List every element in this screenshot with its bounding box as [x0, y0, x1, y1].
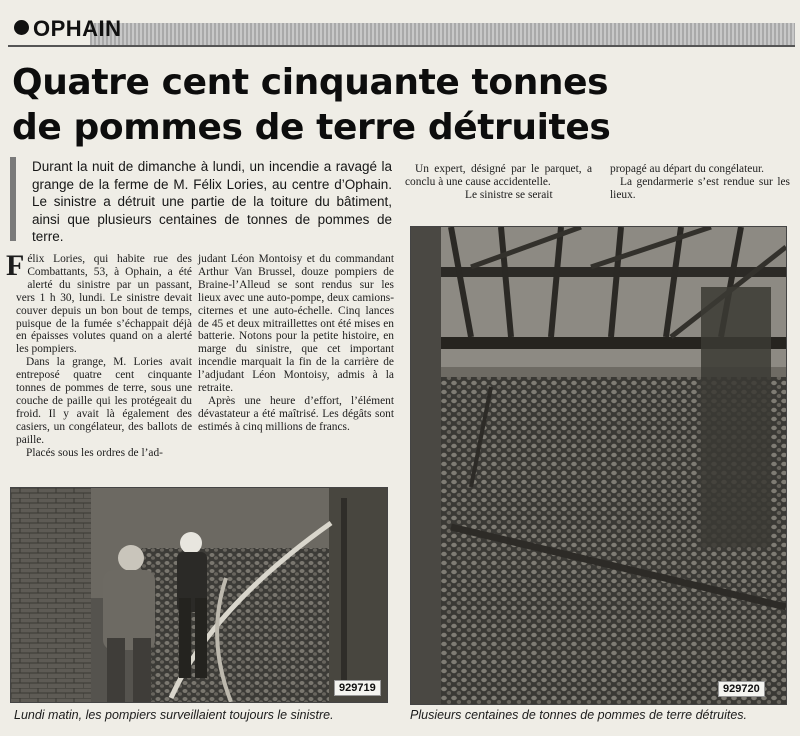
- col2-paragraph-1: judant Léon Montoisy et du commandant Arthur Van Brussel, douze pompiers de Braine-l’Alleud se sont rendus sur les lieux avec une auto-pompe, deux camions-citernes et une auto-échelle. Cinq lances de 45 et deux mitraillettes ont été mises en batterie. Notons pour la petite histoire, en marge du sinistre, que cet important incendie marquait la fin de la carrière de l’adjudant Léon Montoisy, admis à la retraite.: [198, 253, 394, 395]
- photo-caption: Lundi matin, les pompiers surveillaient toujours le sinistre.: [14, 708, 334, 722]
- article-column-2: [198, 253, 394, 434]
- section-label: OPHAIN: [33, 16, 122, 41]
- article-column-1: [6, 249, 192, 460]
- col1-paragraph-2: Dans la grange, M. Lories avait entreposé quatre cent cinquante tonnes de pommes de terre, sous une couche de paille qui les protégeait du froid. Il y avait là également des casiers, un congélateur, des ballots de paille.: [16, 356, 192, 446]
- article-column-4: [610, 163, 790, 202]
- drop-cap: F: [6, 249, 25, 282]
- header-rule-line: [8, 45, 795, 47]
- headline: [12, 60, 702, 150]
- photo-id-badge: 929720: [718, 681, 765, 697]
- headline-line-2: de pommes de terre détruites: [12, 107, 611, 148]
- lead-paragraph: Durant la nuit de dimanche à lundi, un incendie a ravagé la grange de la ferme de M. Félix Lories, au centre d’Ophain. Le sinistre a détruit une partie de la toiture du bâtiment, ainsi que plusieurs centaines de tonnes de pommes de terre.: [32, 159, 392, 245]
- header-rule-bar: [90, 23, 795, 45]
- photo-caption: Plusieurs centaines de tonnes de pommes de terre détruites.: [410, 708, 747, 722]
- article-column-3: [405, 163, 592, 202]
- col2-paragraph-2: Après une heure d’effort, l’élément dévastateur a été maîtrisé. Les dégâts sont estimés à cinq millions de francs.: [198, 394, 394, 433]
- headline-line-1: Quatre cent cinquante tonnes: [12, 62, 609, 103]
- section-bullet-icon: [14, 20, 29, 35]
- col4-paragraph-1: propagé au départ du congélateur.: [610, 163, 765, 175]
- col4-paragraph-2: La gendarmerie s’est rendue sur les lieux.: [610, 175, 790, 201]
- photo-firefighters: [10, 487, 388, 703]
- col3-paragraph-2: Le sinistre se serait: [465, 188, 553, 201]
- col3-paragraph-1: Un expert, désigné par le parquet, a conclu à une cause accidentelle.: [405, 163, 592, 188]
- photo-burnt-barn: [410, 226, 787, 705]
- col1-paragraph-3: Placés sous les ordres de l’ad-: [26, 446, 163, 459]
- col1-paragraph-1: élix Lories, qui habite rue des Combattants, 53, à Ophain, a été alerté du sinistre par un passant, vers 1 h 30, lundi. Le sinistre devait couver depuis un bon bout de temps, puisque de la fumée s’échappait déjà en épaisses volutes quand on a alerté les pompiers.: [16, 253, 192, 356]
- photo-id-badge: 929719: [334, 680, 381, 696]
